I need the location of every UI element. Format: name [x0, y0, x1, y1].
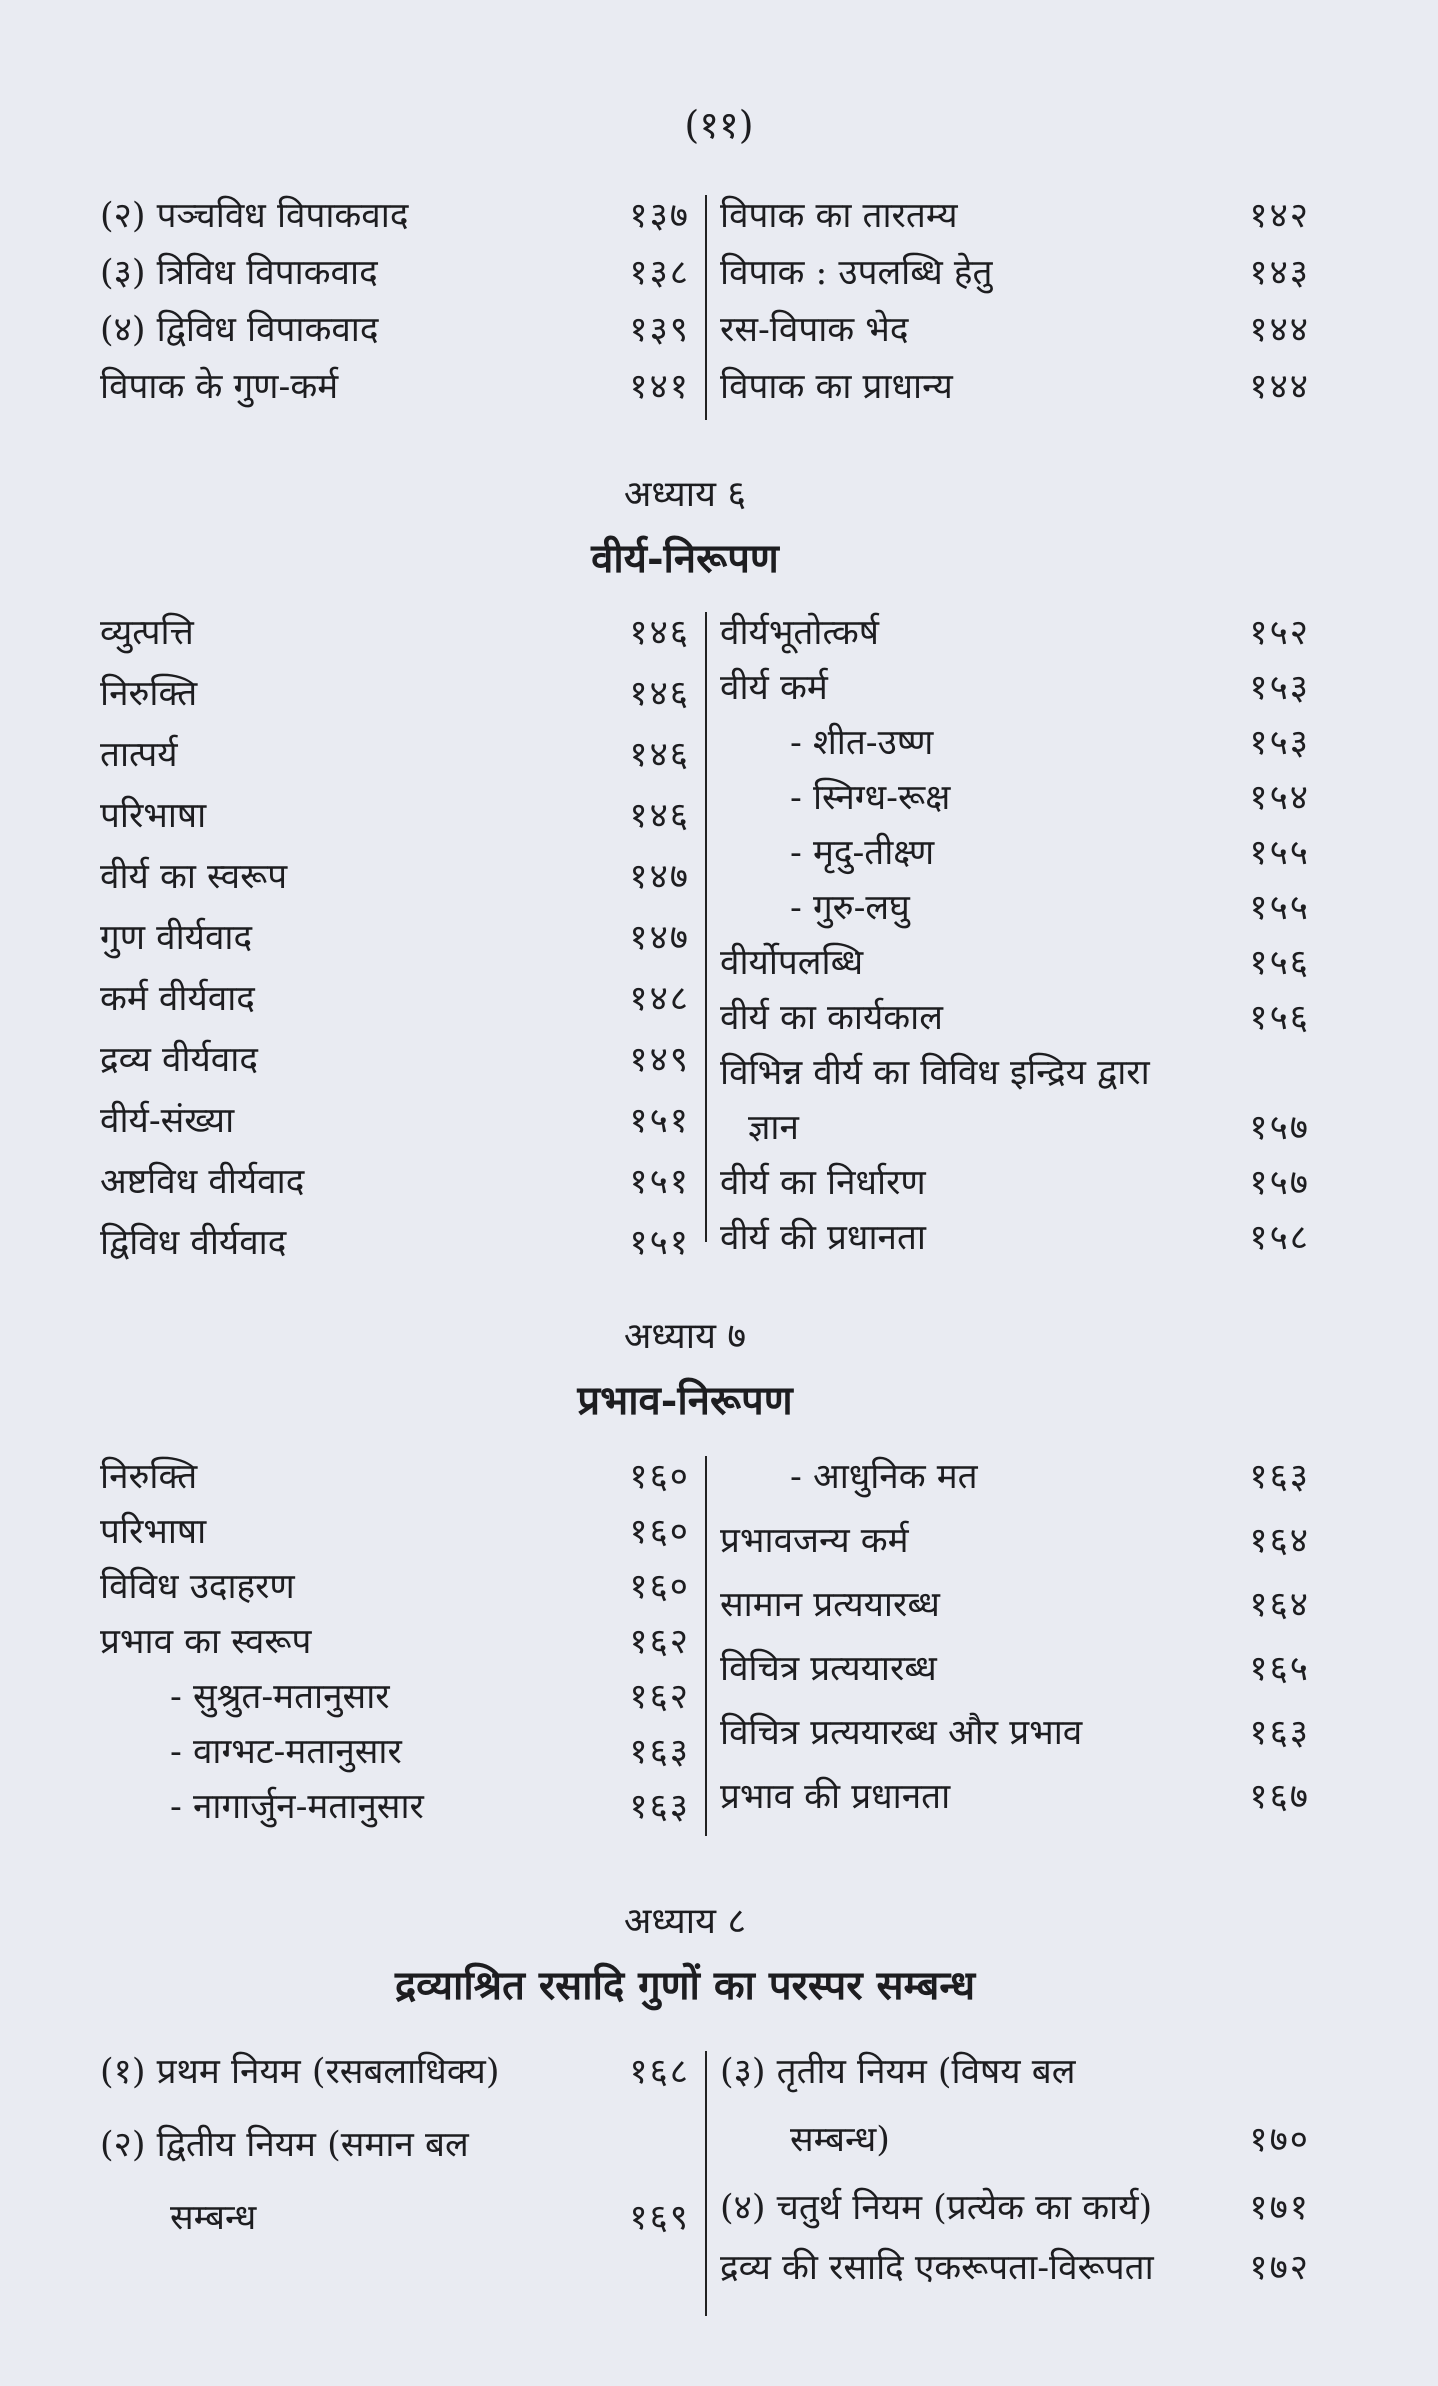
entry-page: १४६ — [629, 735, 690, 775]
toc-entry[interactable] — [720, 1456, 1310, 1520]
entry-page: १५४ — [1249, 778, 1310, 818]
entry-page: १४६ — [629, 796, 690, 836]
entry-label: परिभाषा — [100, 1512, 207, 1552]
toc-entry[interactable] — [100, 309, 690, 366]
entry-page: १४६ — [629, 674, 690, 714]
chapter-label: अध्याय ८ — [623, 1901, 747, 1942]
toc-entry[interactable] — [720, 366, 1310, 423]
entry-label: विभिन्न वीर्य का विविध इन्द्रिय द्वारा — [720, 1053, 1150, 1093]
chapter-title: द्रव्याश्रित रसादि गुणों का परस्पर सम्बन्ध — [394, 1962, 976, 2009]
entry-page: १६४ — [1249, 1585, 1310, 1625]
entry-page: १७० — [1249, 2120, 1310, 2160]
entry-page: १४९ — [629, 1040, 690, 1080]
entry-page: १५५ — [1249, 888, 1310, 928]
toc-entry[interactable] — [720, 832, 1310, 887]
entry-label: वीर्योपलब्धि — [720, 943, 864, 983]
entry-page: १६७ — [1249, 1777, 1310, 1817]
toc-entry[interactable] — [720, 1776, 1310, 1840]
toc-entry[interactable] — [720, 2187, 1310, 2247]
entry-label: निरुक्ति — [100, 1457, 198, 1497]
entry-label: तात्पर्य — [100, 735, 178, 775]
entry-page: १६३ — [629, 1787, 690, 1827]
entry-label: - आधुनिक मत — [790, 1457, 978, 1497]
toc-entry[interactable] — [720, 252, 1310, 309]
entry-label: निरुक्ति — [100, 674, 198, 714]
toc-entry[interactable] — [100, 1456, 690, 1511]
toc-entry[interactable] — [100, 856, 690, 917]
chapter-8-section — [100, 1895, 1310, 2307]
column-divider — [705, 612, 707, 1242]
entry-page: १४२ — [1249, 196, 1310, 236]
toc-entry[interactable] — [100, 366, 690, 423]
toc-entry[interactable] — [100, 1100, 690, 1161]
toc-entry[interactable] — [720, 1217, 1310, 1272]
toc-entry[interactable] — [720, 309, 1310, 366]
toc-entry[interactable] — [720, 887, 1310, 942]
entry-page: १६९ — [629, 2198, 690, 2238]
toc-entry[interactable] — [720, 1107, 1310, 1162]
entry-page: १४७ — [629, 857, 690, 897]
entry-page: १५६ — [1249, 998, 1310, 1038]
column-divider — [705, 2051, 707, 2316]
entry-page: १७२ — [1249, 2248, 1310, 2288]
top-block — [100, 195, 1310, 423]
entry-label: रस-विपाक भेद — [720, 310, 909, 350]
entry-page: १४८ — [629, 979, 690, 1019]
right-column — [720, 612, 1310, 1283]
toc-entry[interactable] — [720, 2247, 1310, 2307]
toc-entry[interactable] — [720, 2051, 1310, 2119]
right-column — [720, 2051, 1310, 2307]
entry-label: - नागार्जुन-मतानुसार — [170, 1787, 424, 1827]
toc-entry[interactable] — [100, 2197, 690, 2270]
chapter-title: वीर्य-निरूपण — [591, 535, 779, 582]
toc-entry[interactable] — [720, 2119, 1310, 2187]
entry-label: (३) त्रिविध विपाकवाद — [100, 253, 378, 293]
entry-page: १५५ — [1249, 833, 1310, 873]
entry-label: (४) चतुर्थ नियम (प्रत्येक का कार्य) — [720, 2188, 1153, 2228]
entry-page: १५६ — [1249, 943, 1310, 983]
entry-label: वीर्य का स्वरूप — [100, 857, 288, 897]
entry-label: व्युत्पत्ति — [100, 613, 194, 653]
entry-label: - सुश्रुत-मतानुसार — [170, 1677, 390, 1717]
toc-entry[interactable] — [100, 195, 690, 252]
toc-entry[interactable] — [720, 1162, 1310, 1217]
entry-label: सम्बन्ध) — [790, 2120, 890, 2160]
entry-page: १६३ — [1249, 1457, 1310, 1497]
entry-page: १५२ — [1249, 613, 1310, 653]
entry-label: सम्बन्ध — [170, 2198, 257, 2238]
entry-page: १६३ — [1249, 1713, 1310, 1753]
toc-entry[interactable] — [720, 942, 1310, 997]
entry-page: १५१ — [629, 1162, 690, 1202]
entry-page: १४३ — [1249, 253, 1310, 293]
entry-label: प्रभावजन्य कर्म — [720, 1521, 909, 1561]
entry-label: गुण वीर्यवाद — [100, 918, 253, 958]
entry-label: (४) द्विविध विपाकवाद — [100, 310, 379, 350]
entry-page: १६४ — [1249, 1521, 1310, 1561]
toc-entry[interactable] — [100, 1676, 690, 1731]
entry-label: वीर्य का निर्धारण — [720, 1163, 926, 1203]
entry-page: १५१ — [629, 1101, 690, 1141]
toc-entry[interactable] — [100, 2124, 690, 2197]
entry-page: १५८ — [1249, 1218, 1310, 1258]
entry-label: द्रव्य वीर्यवाद — [100, 1040, 258, 1080]
toc-entry[interactable] — [100, 1511, 690, 1566]
entry-page: १५७ — [1249, 1163, 1310, 1203]
entry-label: वीर्य की प्रधानता — [720, 1218, 926, 1258]
toc-entry[interactable] — [100, 1621, 690, 1676]
toc-entry[interactable] — [720, 612, 1310, 667]
toc-entry[interactable] — [720, 722, 1310, 777]
chapter-title: प्रभाव-निरूपण — [577, 1377, 793, 1424]
right-column — [720, 195, 1310, 423]
toc-entry[interactable] — [100, 1222, 690, 1283]
chapter-6-section — [100, 468, 1310, 1283]
entry-page: १६८ — [629, 2052, 690, 2092]
entry-label: विविध उदाहरण — [100, 1567, 295, 1607]
toc-entry[interactable] — [720, 1584, 1310, 1648]
entry-page: १५१ — [629, 1223, 690, 1263]
entry-page: १४४ — [1249, 367, 1310, 407]
entry-label: वीर्यभूतोत्कर्ष — [720, 613, 880, 653]
entry-label: विचित्र प्रत्ययारब्ध और प्रभाव — [720, 1713, 1083, 1753]
chapter-label: अध्याय ७ — [623, 1316, 747, 1357]
entry-label: कर्म वीर्यवाद — [100, 979, 255, 1019]
entry-label: द्रव्य की रसादि एकरूपता-विरूपता — [720, 2248, 1154, 2288]
entry-label: - मृदु-तीक्ष्ण — [790, 833, 935, 873]
entry-page: १३९ — [629, 310, 690, 350]
chapter-7-section — [100, 1310, 1310, 1841]
toc-entry[interactable] — [100, 1161, 690, 1222]
entry-label: प्रभाव का स्वरूप — [100, 1622, 312, 1662]
entry-label: (२) पञ्चविध विपाकवाद — [100, 196, 409, 236]
entry-page: १३७ — [629, 196, 690, 236]
entry-label: (३) तृतीय नियम (विषय बल — [720, 2052, 1076, 2092]
toc-entry[interactable] — [100, 795, 690, 856]
entry-page: १४१ — [629, 367, 690, 407]
entry-label: वीर्य कर्म — [720, 668, 828, 708]
entry-label: विपाक : उपलब्धि हेतु — [720, 253, 993, 293]
toc-entry[interactable] — [100, 252, 690, 309]
left-column — [100, 612, 690, 1283]
toc-entry[interactable] — [100, 1039, 690, 1100]
entry-page: १६० — [629, 1457, 690, 1497]
entry-label: द्विविध वीर्यवाद — [100, 1223, 287, 1263]
entry-page: १६२ — [629, 1677, 690, 1717]
entry-label: विपाक का प्राधान्य — [720, 367, 953, 407]
entry-page: १५३ — [1249, 723, 1310, 763]
toc-entry[interactable] — [100, 1731, 690, 1786]
toc-entry[interactable] — [720, 1648, 1310, 1712]
entry-page: १६२ — [629, 1622, 690, 1662]
entry-label: ज्ञान — [748, 1108, 799, 1148]
toc-entry[interactable] — [720, 1712, 1310, 1776]
toc-entry[interactable] — [100, 2051, 690, 2124]
toc-entry[interactable] — [100, 734, 690, 795]
entry-page: १६५ — [1249, 1649, 1310, 1689]
chapter-label: अध्याय ६ — [623, 474, 747, 515]
page-number: (११) — [684, 103, 754, 147]
left-column — [100, 195, 690, 423]
toc-entry[interactable] — [720, 667, 1310, 722]
toc-entry[interactable] — [100, 1786, 690, 1841]
toc-entry[interactable] — [720, 195, 1310, 252]
entry-page: १४६ — [629, 613, 690, 653]
toc-entry[interactable] — [720, 1520, 1310, 1584]
entry-label: विचित्र प्रत्ययारब्ध — [720, 1649, 937, 1689]
entry-label: - वाग्भट-मतानुसार — [170, 1732, 402, 1772]
entry-label: सामान प्रत्ययारब्ध — [720, 1585, 940, 1625]
toc-entry[interactable] — [100, 978, 690, 1039]
entry-label: अष्टविध वीर्यवाद — [100, 1162, 305, 1202]
entry-label: विपाक के गुण-कर्म — [100, 367, 339, 407]
toc-entry[interactable] — [100, 917, 690, 978]
entry-page: १६० — [629, 1512, 690, 1552]
toc-entry[interactable] — [100, 673, 690, 734]
entry-label: - गुरु-लघु — [790, 888, 910, 928]
toc-entry[interactable] — [720, 997, 1310, 1052]
entry-label: परिभाषा — [100, 796, 207, 836]
entry-label: (१) प्रथम नियम (रसबलाधिक्य) — [100, 2052, 500, 2092]
entry-label: - स्निग्ध-रूक्ष — [790, 778, 951, 818]
column-divider — [705, 1456, 707, 1836]
entry-page: १४४ — [1249, 310, 1310, 350]
left-column — [100, 2051, 690, 2307]
entry-page: १३८ — [629, 253, 690, 293]
right-column — [720, 1456, 1310, 1841]
entry-label: वीर्य का कार्यकाल — [720, 998, 943, 1038]
entry-page: १६० — [629, 1567, 690, 1607]
toc-entry[interactable] — [100, 612, 690, 673]
entry-page: १५३ — [1249, 668, 1310, 708]
entry-page: १६३ — [629, 1732, 690, 1772]
toc-entry[interactable] — [720, 1052, 1310, 1107]
entry-label: (२) द्वितीय नियम (समान बल — [100, 2125, 469, 2165]
entry-label: - शीत-उष्ण — [790, 723, 934, 763]
toc-entry[interactable] — [720, 777, 1310, 832]
entry-label: प्रभाव की प्रधानता — [720, 1777, 951, 1817]
entry-label: विपाक का तारतम्य — [720, 196, 958, 236]
entry-label: वीर्य-संख्या — [100, 1101, 235, 1141]
entry-page: १७१ — [1249, 2188, 1310, 2228]
entry-page: १५७ — [1249, 1108, 1310, 1148]
left-column — [100, 1456, 690, 1841]
entry-page: १४७ — [629, 918, 690, 958]
toc-entry[interactable] — [100, 1566, 690, 1621]
